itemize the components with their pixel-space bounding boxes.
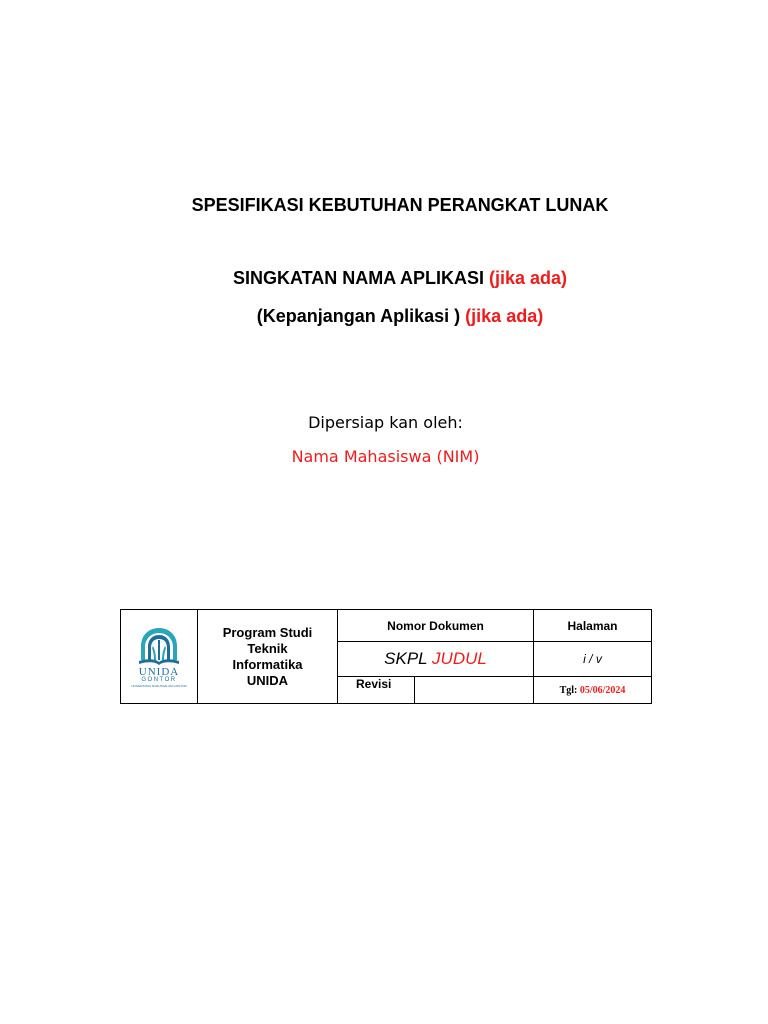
app-long-name-note: (jika ada) — [465, 306, 544, 326]
page-number: i / v — [534, 642, 652, 677]
logo-cell — [121, 610, 198, 704]
skpl-text: SKPL — [384, 649, 428, 668]
logo-sub: GONTOR — [141, 676, 177, 683]
revisi-value — [415, 677, 534, 704]
document-header-table — [120, 609, 652, 704]
program-line: Teknik — [247, 640, 288, 656]
tanggal-cell — [534, 677, 652, 704]
tanggal-value: 05/06/2024 — [579, 684, 626, 696]
app-short-name-text: SINGKATAN NAMA APLIKASI — [232, 268, 484, 288]
revisi-label: Revisi — [338, 677, 415, 704]
app-long-name — [0, 306, 768, 327]
unida-logo — [121, 626, 197, 688]
prepared-by-label: Dipersiap kan oleh: — [308, 413, 463, 432]
logo-name: UNIDA — [138, 665, 180, 678]
prepared-by-name: Nama Mahasiswa (NIM) — [291, 447, 480, 466]
app-short-name-note: (jika ada) — [488, 268, 568, 288]
program-line: Program Studi — [222, 624, 313, 640]
judul-text: JUDUL — [432, 649, 487, 668]
program-cell — [198, 610, 338, 704]
app-long-name-text: (Kepanjangan Aplikasi ) — [256, 306, 461, 326]
halaman-label: Halaman — [534, 610, 652, 642]
unida-logo-icon — [136, 626, 182, 666]
nomor-dokumen-label: Nomor Dokumen — [338, 610, 534, 642]
tanggal-label: Tgl: — [559, 684, 578, 696]
program-line: UNIDA — [246, 672, 289, 688]
document-title: SPESIFIKASI KEBUTUHAN PERANGKAT LUNAK — [191, 195, 609, 215]
app-short-name — [0, 268, 768, 289]
program-line: Informatika — [232, 656, 303, 672]
logo-tagline: UNIVERSITAS DARUSSALAM GONTOR — [131, 683, 187, 688]
document-number — [338, 642, 534, 677]
